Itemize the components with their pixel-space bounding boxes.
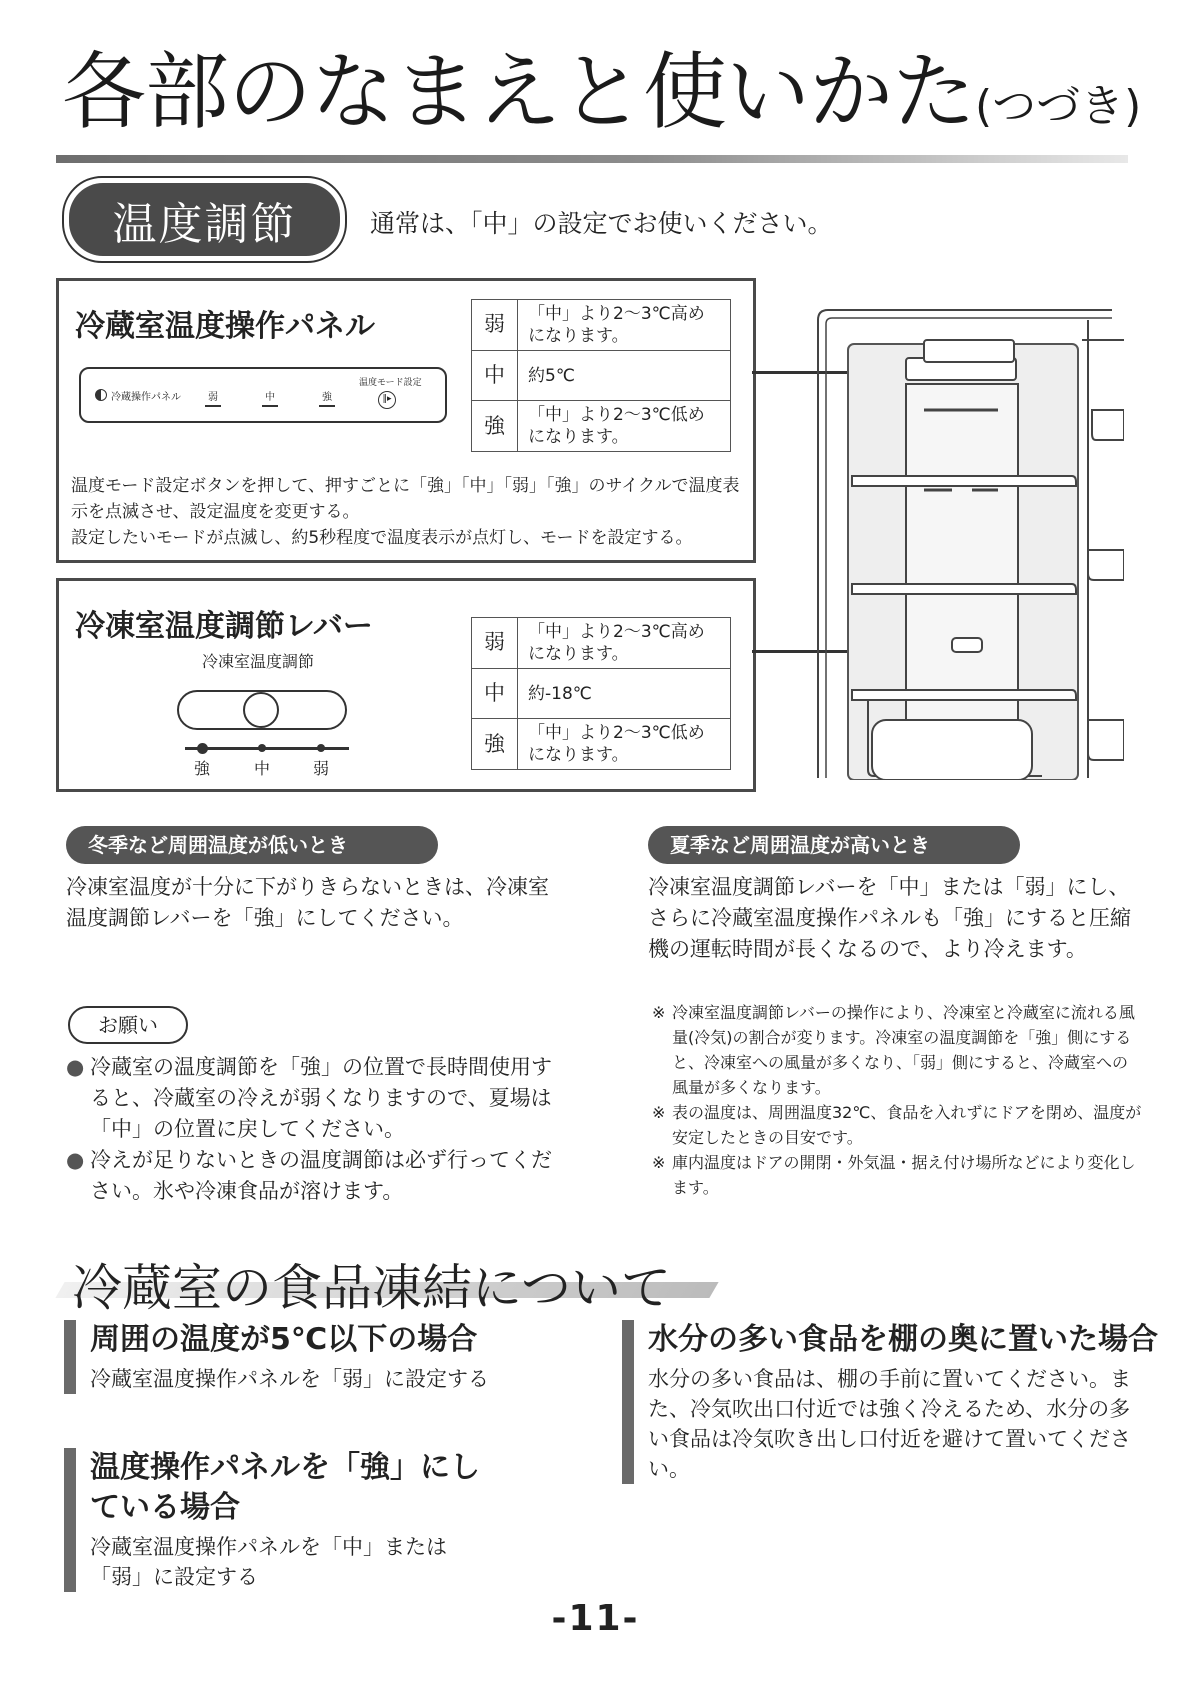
section-badge: [62, 176, 347, 263]
notes-list: [652, 1000, 1142, 1200]
setting-mid-label: 中: [265, 392, 275, 403]
half-moon-icon: [95, 389, 107, 401]
setting-strong-indicator: [319, 405, 335, 407]
lever-mark-strong-dot: [197, 743, 208, 754]
fridge-control-label: 冷蔵操作パネル: [111, 392, 181, 403]
page-number: -11-: [551, 1598, 640, 1639]
winter-pill: 冬季など周囲温度が低いとき: [66, 826, 438, 864]
mode-setting-label: 温度モード設定: [359, 378, 422, 388]
fridge-level-table: [471, 299, 731, 452]
setting-mid-indicator: [262, 405, 278, 407]
fridge-control-panel: [79, 367, 447, 423]
freeze-item-text: 水分の多い食品は、棚の手前に置いてください。また、冷気吹出口付近では強く冷えるため、水分の多い食品は冷気吹き出し口付近を避けて置いてください。: [648, 1367, 1131, 1481]
freeze-item-text: 冷蔵室温度操作パネルを「中」または「弱」に設定する: [90, 1535, 447, 1589]
freezer-lever-slot: [177, 690, 347, 730]
list-item: ※ 冷凍室温度調節レバーの操作により、冷凍室と冷蔵室に流れる風量(冷気)の割合が変ります。冷凍室の温度調節を「強」側にすると、冷凍室への風量が多くなり、「弱」側にすると、冷蔵室への風量が多くなります。: [652, 1000, 1142, 1100]
fridge-panel-note: 温度モード設定ボタンを押して、押すごとに「強」「中」「弱」「強」のサイクルで温度表示を点滅させ、設定温度を変更する。 設定したいモードが点滅し、約5秒程度で温度表示が点灯し、モードを設定する。: [71, 476, 740, 548]
freeze-item-heading: 温度操作パネルを「強」にしている場合: [90, 1450, 480, 1525]
list-item: ※ 表の温度は、周囲温度32℃、食品を入れずにドアを閉め、温度が安定したときの目安です。: [652, 1100, 1142, 1150]
request-label: お願い: [68, 1006, 188, 1044]
list-item: ● 冷蔵室の温度調節を「強」の位置で長時間使用すると、冷蔵室の冷えが弱くなりますので、夏場は「中」の位置に戻してください。: [68, 1052, 568, 1145]
freeze-item-text: 冷蔵室温度操作パネルを「弱」に設定する: [90, 1367, 489, 1391]
list-item: ● 冷えが足りないときの温度調節は必ず行ってください。氷や冷凍食品が溶けます。: [68, 1145, 568, 1207]
intro-text: 通常は、「中」の設定でお使いください。: [370, 209, 833, 238]
setting-weak-label: 弱: [208, 392, 218, 403]
freezer-panel-title: 冷凍室温度調節レバー: [75, 609, 373, 644]
mode-setting-button[interactable]: ‖▸: [378, 391, 396, 409]
page-title: 各部のなまえと使いかた(つづき): [62, 43, 1142, 141]
freezer-panel: [56, 578, 756, 792]
page-title-sub: (つづき): [975, 81, 1142, 132]
lever-mark-mid-dot: [258, 744, 266, 752]
refrigerator-illustration: [812, 300, 1124, 780]
winter-text: 冷凍室温度が十分に下がりきらないときは、冷凍室温度調節レバーを「強」にしてください。: [66, 875, 549, 930]
section-badge-label: 温度調節: [69, 183, 340, 256]
summer-text: 冷凍室温度調節レバーを「中」または「弱」にし、さらに冷蔵室温度操作パネルも「強」にすると圧縮機の運転時間が長くなるので、より冷えます。: [648, 875, 1131, 961]
freezer-lever-label: 冷凍室温度調節: [202, 652, 315, 671]
freeze-item-heading: 周囲の温度が5℃以下の場合: [90, 1322, 478, 1357]
freeze-item-moist-food: [622, 1320, 1158, 1484]
table-row: 中 約-18℃: [472, 669, 731, 719]
freeze-section-title: 冷蔵室の食品凍結について: [72, 1259, 671, 1317]
fridge-panel-title: 冷蔵室温度操作パネル: [75, 309, 375, 344]
freeze-item-strong-setting: [64, 1448, 484, 1592]
setting-strong-label: 強: [322, 392, 332, 403]
table-row: 弱 「中」より2〜3℃高めになります。: [472, 618, 731, 669]
freeze-item-heading: 水分の多い食品を棚の奥に置いた場合: [648, 1322, 1158, 1357]
lever-mark-mid: 中: [254, 759, 271, 778]
setting-weak-indicator: [205, 405, 221, 407]
freezer-level-table: [471, 617, 731, 770]
lever-mark-strong: 強: [194, 759, 211, 778]
table-row: 強 「中」より2〜3℃低めになります。: [472, 401, 731, 452]
lever-mark-weak-dot: [317, 744, 325, 752]
request-list: [68, 1052, 568, 1207]
title-underline: [56, 155, 1128, 163]
table-row: 強 「中」より2〜3℃低めになります。: [472, 719, 731, 770]
summer-pill: 夏季など周囲温度が高いとき: [648, 826, 1020, 864]
table-row: 弱 「中」より2〜3℃高めになります。: [472, 300, 731, 351]
freezer-lever-knob[interactable]: [243, 692, 279, 728]
list-item: ※ 庫内温度はドアの開閉・外気温・据え付け場所などにより変化します。: [652, 1150, 1142, 1200]
table-row: 中 約5℃: [472, 351, 731, 401]
lever-mark-weak: 弱: [313, 759, 330, 778]
fridge-panel: [56, 278, 756, 563]
freeze-item-low-temp: [64, 1320, 564, 1394]
